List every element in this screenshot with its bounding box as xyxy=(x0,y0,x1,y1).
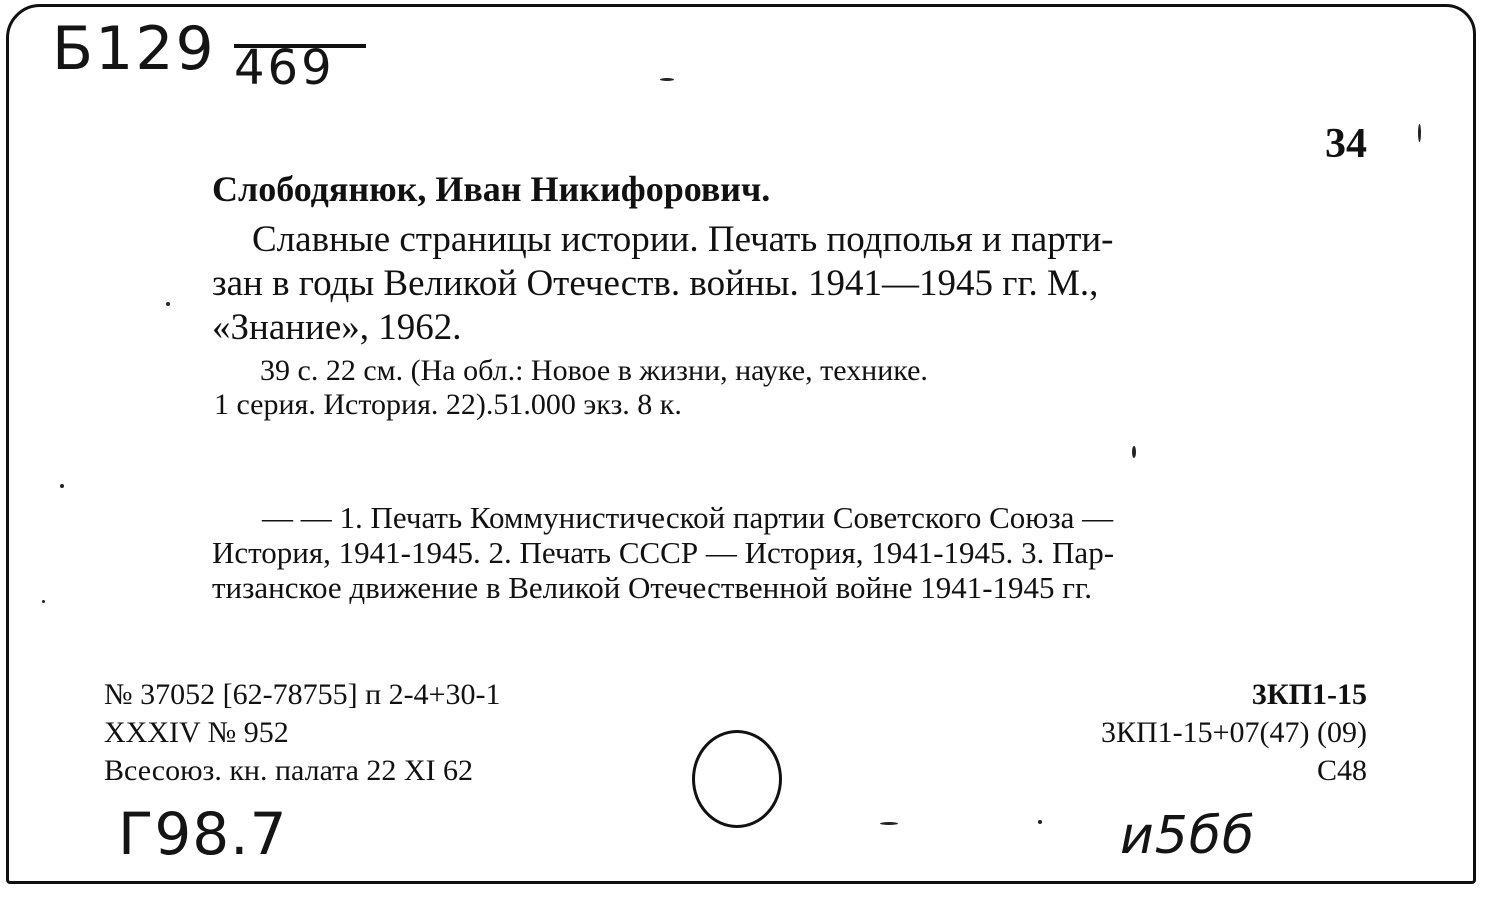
handwritten-inventory-mark: и5бб xyxy=(1120,806,1256,866)
title-line: зан в годы Великой Отечеств. войны. 1941—1945 гг. М., xyxy=(212,263,1099,304)
scan-speck xyxy=(880,822,898,825)
author-heading: Слободянюк, Иван Никифорович. xyxy=(212,169,771,209)
title-line: Славные страницы истории. Печать подполья и парти- xyxy=(252,219,1114,260)
card-number: 34 xyxy=(1325,121,1367,167)
subject-block xyxy=(212,500,1368,605)
scan-speck xyxy=(166,302,170,306)
classification-code: 3КП1-15 xyxy=(1251,678,1367,711)
classification-index: 3КП1-15+07(47) (09) xyxy=(1100,716,1367,749)
scan-speck xyxy=(1418,124,1421,142)
handwritten-shelf-mark: Г98.7 xyxy=(118,800,288,868)
scan-speck xyxy=(60,484,64,488)
footer-left-line: Всесоюз. кн. палата 22 XI 62 xyxy=(104,754,474,787)
scan-speck xyxy=(1132,446,1136,458)
subject-line: — — 1. Печать Коммунистической партии Советского Союза — xyxy=(262,500,1114,535)
footer-left-line: № 37052 [62-78755] п 2-4+30-1 xyxy=(104,678,501,711)
scan-speck xyxy=(660,78,674,81)
footer-left xyxy=(104,676,501,790)
collation-line: 39 с. 22 см. (На обл.: Новое в жизни, науке, технике. xyxy=(260,354,928,387)
call-number-main: Б129 xyxy=(52,14,216,84)
subject-line: История, 1941-1945. 2. Печать СССР — История, 1941-1945. 3. Пар- xyxy=(212,535,1115,570)
scan-speck xyxy=(1038,820,1042,824)
author-mark: С48 xyxy=(1316,754,1367,787)
subject-line: тизанское движение в Великой Отечественной войне 1941-1945 гг. xyxy=(212,570,1092,605)
title-line: «Знание», 1962. xyxy=(212,307,462,348)
title-block xyxy=(212,218,1367,350)
collation-block xyxy=(214,354,1366,422)
scan-speck xyxy=(42,600,45,603)
collation-line: 1 серия. История. 22).51.000 экз. 8 к. xyxy=(214,388,682,421)
footer-right xyxy=(1101,676,1367,790)
punch-hole xyxy=(692,730,782,828)
footer-left-line: XXXIV № 952 xyxy=(104,716,289,749)
call-number-sub: 469 xyxy=(234,40,335,96)
